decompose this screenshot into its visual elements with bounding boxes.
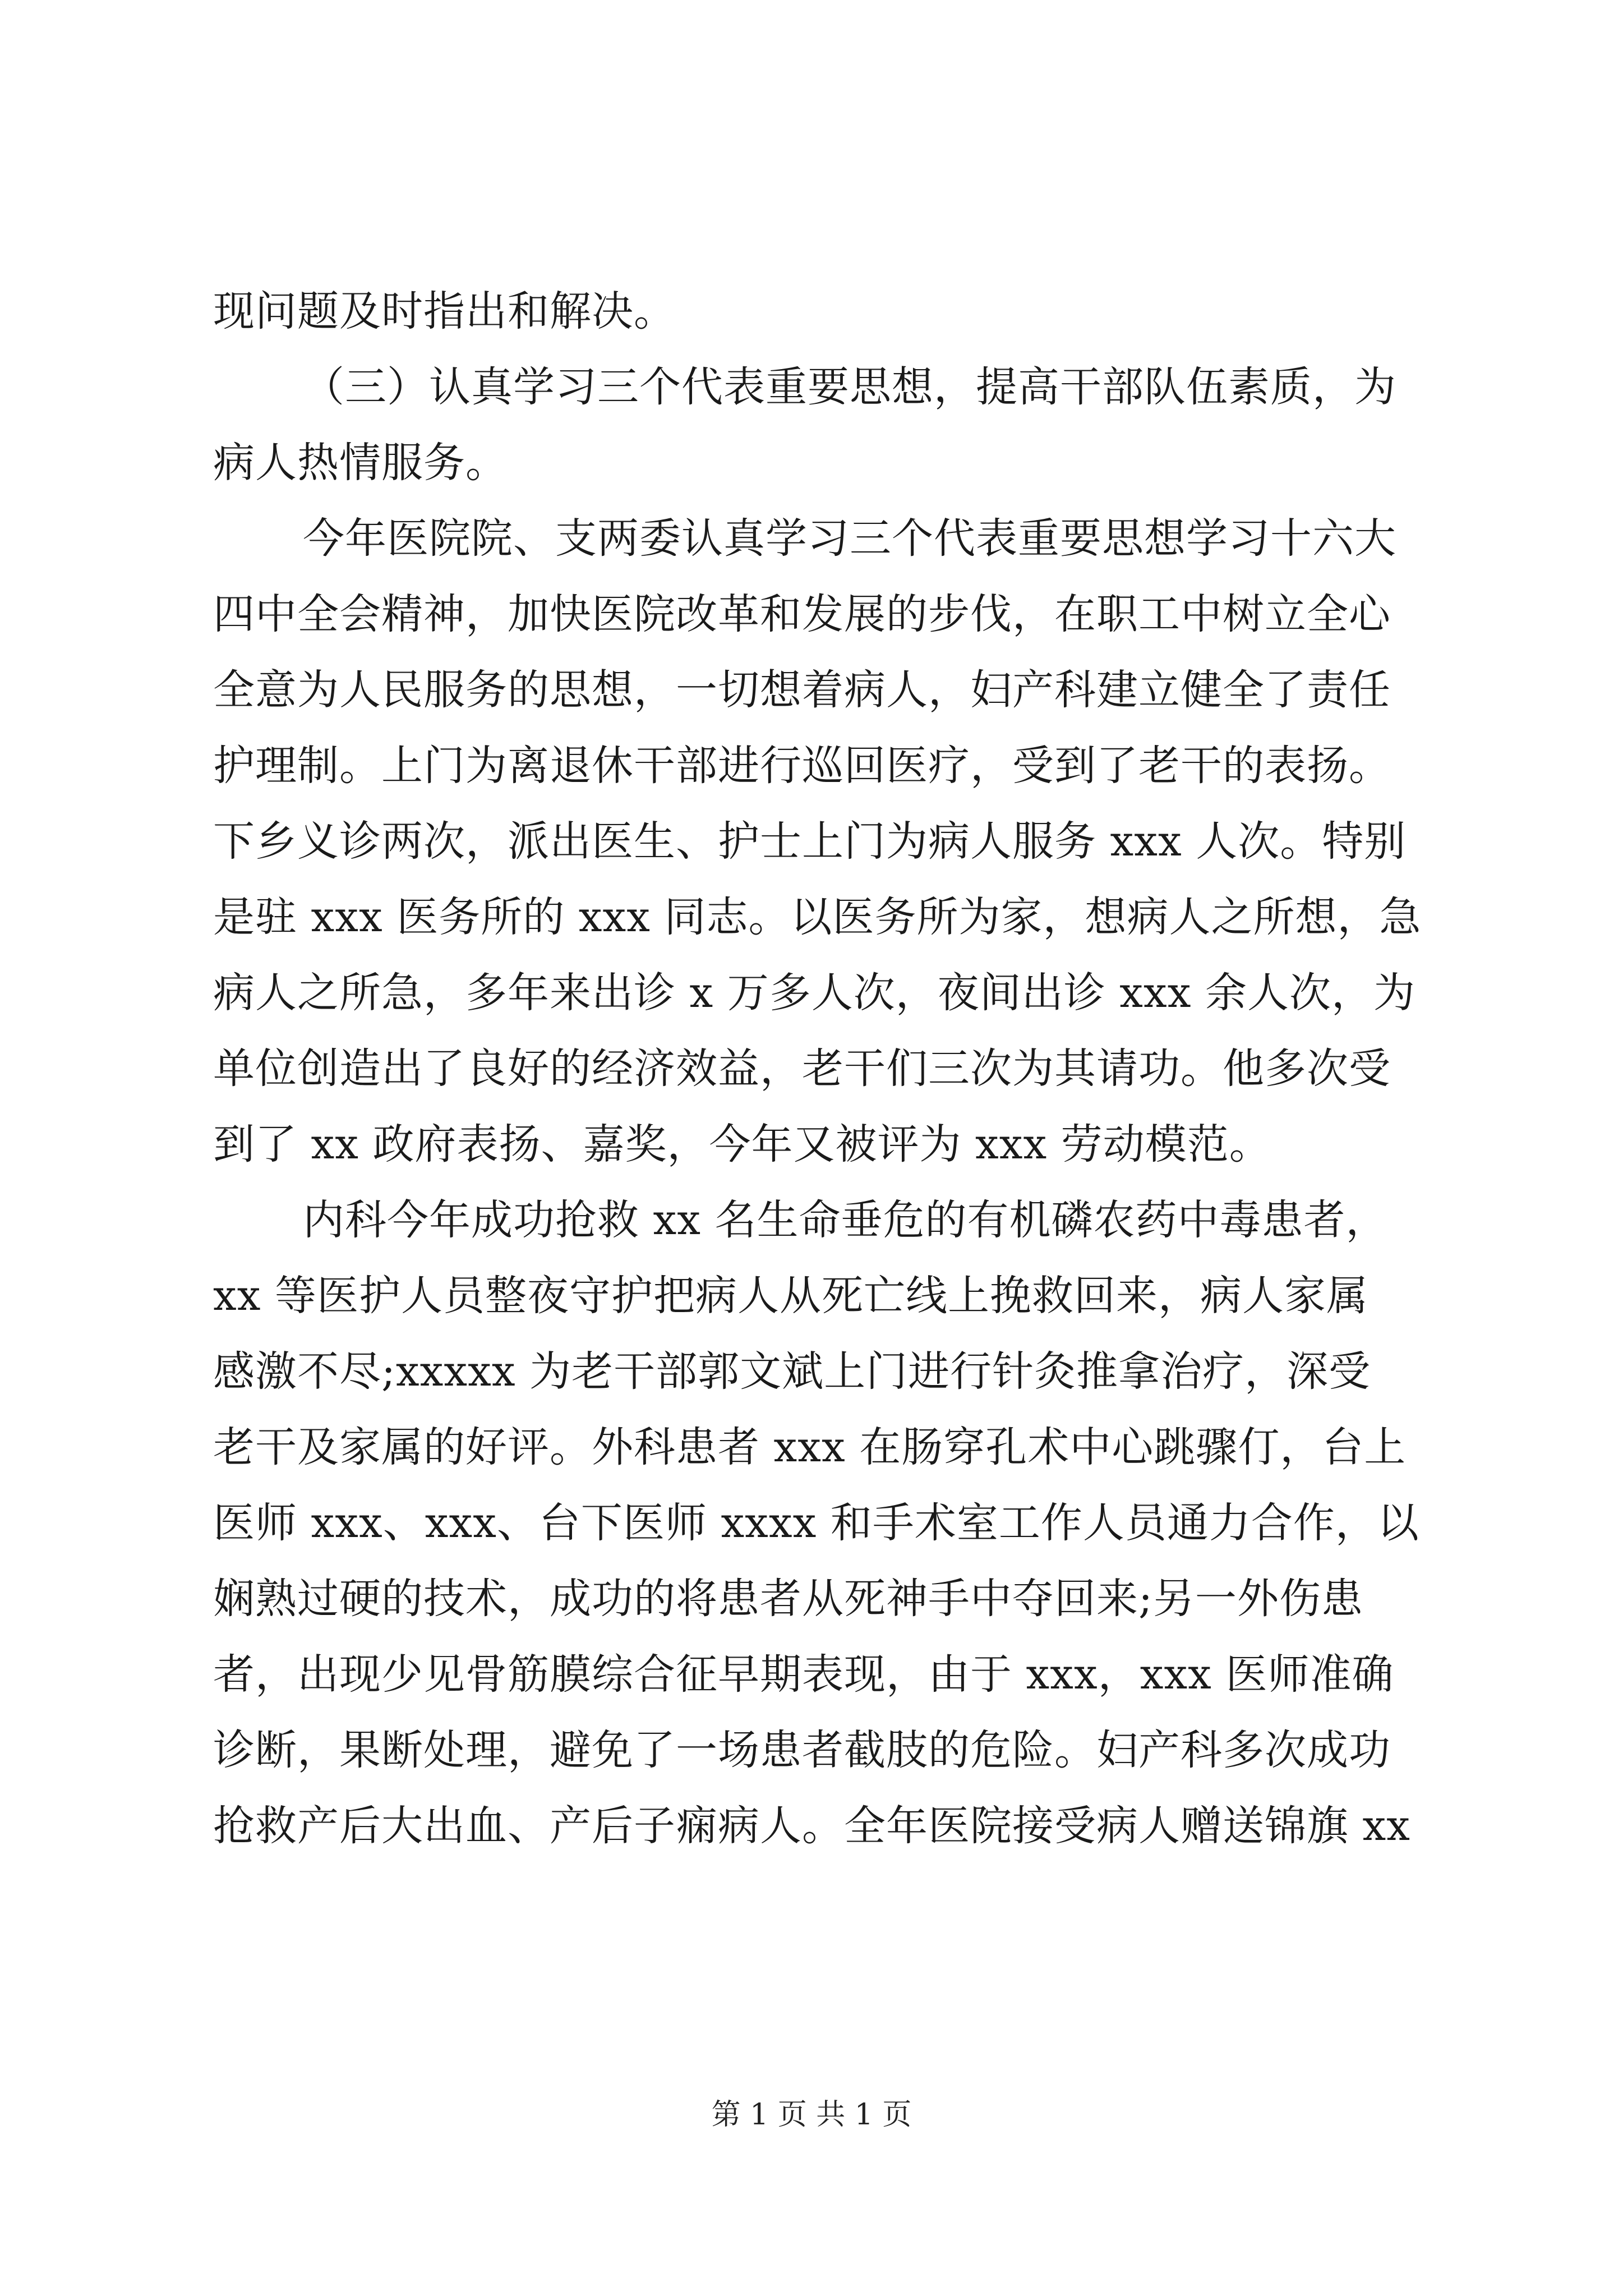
- text-line: 全意为人民服务的思想，一切想着病人，妇产科建立健全了责任: [213, 666, 1391, 714]
- text-line: 医师 xxx、xxx、台下医师 xxxx 和手术室工作人员通力合作，以: [213, 1499, 1419, 1547]
- text-line: 感激不尽;xxxxx 为老干部郭文斌上门进行针灸推拿治疗，深受: [213, 1347, 1371, 1396]
- section-heading-line: （三）认真学习三个代表重要思想，提高干部队伍素质，为: [303, 363, 1396, 411]
- text-line: 者，出现少见骨筋膜综合征早期表现，由于 xxx，xxx 医师准确: [213, 1650, 1394, 1699]
- text-line: 下乡义诊两次，派出医生、护士上门为病人服务 xxx 人次。特别: [213, 817, 1407, 866]
- text-line: 现问题及时指出和解决。: [213, 287, 676, 335]
- text-line: 病人热情服务。: [213, 439, 508, 487]
- text-line: 四中全会精神，加快医院改革和发展的步伐，在职工中树立全心: [213, 590, 1391, 638]
- paragraph-start-line: 内科今年成功抢救 xx 名生命垂危的有机磷农药中毒患者，: [303, 1196, 1388, 1244]
- paragraph-start-line: 今年医院院、支两委认真学习三个代表重要思想学习十六大: [303, 514, 1396, 563]
- text-line: 是驻 xxx 医务所的 xxx 同志。以医务所为家，想病人之所想，急: [213, 893, 1422, 941]
- page-number-footer: 第 1 页 共 1 页: [711, 2098, 912, 2132]
- text-line: xx 等医护人员整夜守护把病人从死亡线上挽救回来，病人家属: [213, 1272, 1368, 1320]
- text-line: 病人之所急，多年来出诊 x 万多人次，夜间出诊 xxx 余人次，为: [213, 969, 1416, 1017]
- text-line: 单位创造出了良好的经济效益，老干们三次为其请功。他多次受: [213, 1045, 1391, 1093]
- text-line: 诊断，果断处理，避免了一场患者截肢的危险。妇产科多次成功: [213, 1726, 1391, 1774]
- text-line: 老干及家属的好评。外科患者 xxx 在肠穿孔术中心跳骤仃，台上: [213, 1423, 1407, 1471]
- text-line: 护理制。上门为离退休干部进行巡回医疗，受到了老干的表扬。: [213, 742, 1391, 790]
- text-line: 娴熟过硬的技术，成功的将患者从死神手中夺回来;另一外伤患: [213, 1575, 1363, 1623]
- text-line: 抢救产后大出血、产后子痫病人。全年医院接受病人赠送锦旗 xx: [213, 1802, 1410, 1850]
- text-line: 到了 xx 政府表扬、嘉奖，今年又被评为 xxx 劳动模范。: [213, 1120, 1271, 1168]
